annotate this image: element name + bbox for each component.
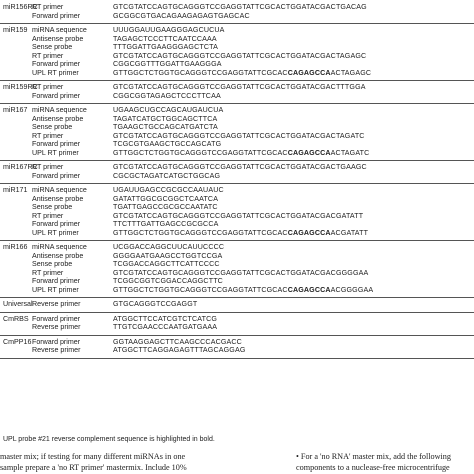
sequence: GATATTGGCGCGGCTCAATCA <box>113 194 219 203</box>
sequence: UGAAGCUGCCAGCAUGAUCUA <box>113 106 224 114</box>
gene-name: Universal <box>3 300 33 308</box>
gene-name <box>0 115 32 124</box>
oligo-type: RT primer <box>32 268 64 277</box>
sequence: TAGAGCTCCCTTCAATCCAAA <box>113 34 217 43</box>
sequence: TTTGGATTGAAGGGAGCTCTA <box>113 43 218 51</box>
gene-name <box>0 92 32 101</box>
oligo-type: RT primer <box>32 131 64 140</box>
oligo-type: Forward primer <box>32 220 81 228</box>
primer-group <box>0 160 474 183</box>
body-text-line: • For a 'no RNA' master mix, add the following <box>296 452 451 461</box>
sequence: UGAUUGAGCCGCGCCAAUAUC <box>113 186 224 194</box>
oligo-type: Reverse primer <box>32 300 81 308</box>
table-row <box>0 286 474 295</box>
table-row <box>0 132 474 141</box>
gene-name <box>0 69 32 78</box>
gene-name: miR167RC <box>3 163 38 171</box>
oligo-type: Forward primer <box>32 277 81 285</box>
oligo-type: UPL RT primer <box>32 285 79 294</box>
oligo-type: Forward primer <box>32 337 81 346</box>
gene-name: CmRBS <box>3 314 29 323</box>
upl-probe-highlight: CAGAGCCA <box>287 285 331 294</box>
gene-name <box>0 203 32 212</box>
table-row <box>0 212 474 221</box>
oligo-type: Reverse primer <box>32 346 81 354</box>
sequence: CGGCGGTAGAGCTCCCTTCAA <box>113 91 221 100</box>
oligo-type: Antisense probe <box>32 114 84 123</box>
oligo-type: Forward primer <box>32 91 81 100</box>
table-row <box>0 140 474 149</box>
oligo-type: RT primer <box>32 163 64 171</box>
primer-group <box>0 103 474 160</box>
table-row <box>0 323 474 332</box>
gene-name <box>0 149 32 158</box>
gene-name: miR156RC <box>3 3 38 11</box>
table-row <box>0 12 474 21</box>
table-row <box>0 195 474 204</box>
oligo-type: Forward primer <box>32 314 81 323</box>
sequence: GTCGTATCCAGTGCAGGGTCCGAGGTATTCGCACTGGATACGACGATATT <box>113 211 364 220</box>
table-row <box>0 172 474 181</box>
gene-name <box>0 123 32 132</box>
gene-name <box>0 172 32 181</box>
table-bottom-rule <box>0 358 474 359</box>
sequence: TAGATCATGCTGGCAGCTTCA <box>113 114 218 123</box>
oligo-type: Antisense probe <box>32 34 84 43</box>
table-row <box>0 35 474 44</box>
sequence: TGAAGCTGCCAGCATGATCTA <box>113 123 218 131</box>
table-row <box>0 69 474 78</box>
gene-name <box>0 260 32 269</box>
table-row <box>0 252 474 261</box>
oligo-type: Sense probe <box>32 123 73 131</box>
table-row <box>0 149 474 158</box>
table-row <box>0 277 474 286</box>
sequence: GTCGTATCCAGTGCAGGGTCCGAGGTATTCGCACTGGATACGACTAGATC <box>113 131 365 140</box>
oligo-type: miRNA sequence <box>32 26 87 34</box>
table-row <box>0 83 474 92</box>
table-row <box>0 269 474 278</box>
table-row <box>0 260 474 269</box>
table-row <box>0 300 474 309</box>
sequence: CGCGCTAGATCATGCTGGCAG <box>113 171 221 180</box>
sequence: TCGGACCAGGCTTCATTCCCC <box>113 260 220 268</box>
table-row <box>0 3 474 12</box>
table-row <box>0 163 474 172</box>
sequence: TTCTTTGATTGAGCCGCGCCA <box>113 220 219 228</box>
upl-probe-highlight: CAGAGCCA <box>287 228 331 237</box>
body-text-line: components to a nuclease-free microcentrifuge <box>296 462 450 472</box>
sequence: GGGGAATGAAGCCTGGTCCGA <box>113 251 223 260</box>
primer-group <box>0 23 474 80</box>
gene-name <box>0 220 32 229</box>
oligo-type: Sense probe <box>32 203 73 211</box>
sequence: ATGGCTTCCATCGTCTCATCG <box>113 314 218 323</box>
sequence: TCGCGTGAAGCTGCCAGCATG <box>113 140 222 148</box>
gene-name <box>0 229 32 238</box>
sequence: GTTGGCTCTGGTGCAGGGTCCGAGGTATTCGCACCAGAGCCAACGGGGAA <box>113 285 374 294</box>
sequence: ATGGCTTCAGGAGAGTTTAGCAGGAG <box>113 346 246 354</box>
table-row <box>0 106 474 115</box>
gene-name <box>0 43 32 52</box>
gene-name <box>0 212 32 221</box>
table-row <box>0 26 474 35</box>
oligo-type: Forward primer <box>32 11 81 20</box>
primer-group <box>0 312 474 335</box>
oligo-type: Sense probe <box>32 260 73 268</box>
oligo-type: Antisense probe <box>32 194 84 203</box>
sequence: GGTAAGGAGCTTCAAGCCCACGACC <box>113 337 242 346</box>
body-text-left <box>0 452 187 473</box>
table-row <box>0 203 474 212</box>
sequence: GTCGTATCCAGTGCAGGGTCCGAGGTATTCGCACTGGATACGACTGAAGC <box>113 163 367 171</box>
gene-name <box>0 286 32 295</box>
sequence: GTCGTATCCAGTGCAGGGTCCGAGGTATTCGCACTGGATACGACTTTGGA <box>113 83 366 91</box>
oligo-type: Forward primer <box>32 60 81 68</box>
gene-name: miR167 <box>3 106 28 114</box>
sequence: GTTGGCTCTGGTGCAGGGTCCGAGGTATTCGCACCAGAGCCAACGATATT <box>113 228 369 237</box>
sequence: GTTGGCTCTGGTGCAGGGTCCGAGGTATTCGCACCAGAGCCAACTAGATC <box>113 148 370 157</box>
gene-name <box>0 252 32 261</box>
gene-name <box>0 35 32 44</box>
gene-name <box>0 269 32 278</box>
sequence: GCGGCGTGACAGAAGAGAGTGAGCAC <box>113 11 250 20</box>
table-row <box>0 92 474 101</box>
oligo-type: Antisense probe <box>32 251 84 260</box>
primer-group <box>0 0 474 23</box>
gene-name: miR159 <box>3 26 28 34</box>
body-text-right <box>296 452 451 473</box>
oligo-type: Reverse primer <box>32 323 81 331</box>
table-row <box>0 60 474 69</box>
upl-probe-highlight: CAGAGCCA <box>287 68 331 77</box>
primer-group <box>0 335 474 358</box>
gene-name: miR159RC <box>3 83 38 91</box>
gene-name: miR171 <box>3 186 28 194</box>
primer-group <box>0 297 474 312</box>
primer-group <box>0 80 474 103</box>
sequence: GTGCAGGGTCCGAGGT <box>113 300 198 308</box>
table-row <box>0 186 474 195</box>
gene-name <box>0 346 32 355</box>
oligo-type: RT primer <box>32 211 64 220</box>
gene-name: miR166 <box>3 243 28 251</box>
gene-name <box>0 140 32 149</box>
table-row <box>0 338 474 347</box>
body-text-line: master mix; if testing for many different miRNAs in one <box>0 452 186 461</box>
oligo-type: Forward primer <box>32 140 81 148</box>
table-row <box>0 52 474 61</box>
table-row <box>0 220 474 229</box>
gene-name: CmPP16 <box>3 337 32 346</box>
oligo-type: UPL RT primer <box>32 68 79 77</box>
primer-group <box>0 240 474 297</box>
oligo-type: Sense probe <box>32 43 73 51</box>
oligo-type: RT primer <box>32 83 64 91</box>
primer-group <box>0 183 474 240</box>
sequence: TTGTCGAACCCAATGATGAAA <box>113 323 218 331</box>
upl-probe-highlight: CAGAGCCA <box>287 148 331 157</box>
gene-name <box>0 52 32 61</box>
oligo-type: RT primer <box>32 51 64 60</box>
sequence: UUUGGAUUGAAGGGAGCUCUA <box>113 26 225 34</box>
sequence: TCGGCGGTCGGACCAGGCTTC <box>113 277 223 285</box>
gene-name <box>0 323 32 332</box>
gene-name <box>0 12 32 21</box>
table-footnote: UPL probe #21 reverse complement sequence is highlighted in bold. <box>3 436 215 443</box>
table-row <box>0 115 474 124</box>
sequence: GTCGTATCCAGTGCAGGGTCCGAGGTATTCGCACTGGATACGACTAGAGC <box>113 51 367 60</box>
oligo-type: UPL RT primer <box>32 148 79 157</box>
oligo-type: Forward primer <box>32 171 81 180</box>
gene-name <box>0 195 32 204</box>
table-row <box>0 346 474 355</box>
table-row <box>0 43 474 52</box>
gene-name <box>0 277 32 286</box>
table-row <box>0 123 474 132</box>
sequence: GTTGGCTCTGGTGCAGGGTCCGAGGTATTCGCACCAGAGCCAACTAGAGC <box>113 68 372 77</box>
oligo-type: miRNA sequence <box>32 186 87 194</box>
oligo-type: UPL RT primer <box>32 228 79 237</box>
sequence: TGATTGAGCCGCGCCAATATC <box>113 203 218 211</box>
sequence: GTCGTATCCAGTGCAGGGTCCGAGGTATTCGCACTGGATACGACGGGGAA <box>113 268 369 277</box>
table-row <box>0 315 474 324</box>
oligo-type: miRNA sequence <box>32 106 87 114</box>
sequence: GTCGTATCCAGTGCAGGGTCCGAGGTATTCGCACTGGATACGACTGACAG <box>113 3 367 11</box>
sequence: CGGCGGTTTGGATTGAAGGGA <box>113 60 222 68</box>
table-row <box>0 243 474 252</box>
sequence: UCGGACCAGGCUUCAUUCCCC <box>113 243 225 251</box>
gene-name <box>0 132 32 141</box>
oligo-type: miRNA sequence <box>32 243 87 251</box>
gene-name <box>0 60 32 69</box>
oligo-type: RT primer <box>32 3 64 11</box>
body-text-line: sample prepare a 'no RT primer' mastermix. Include 10% <box>0 462 187 472</box>
table-row <box>0 229 474 238</box>
